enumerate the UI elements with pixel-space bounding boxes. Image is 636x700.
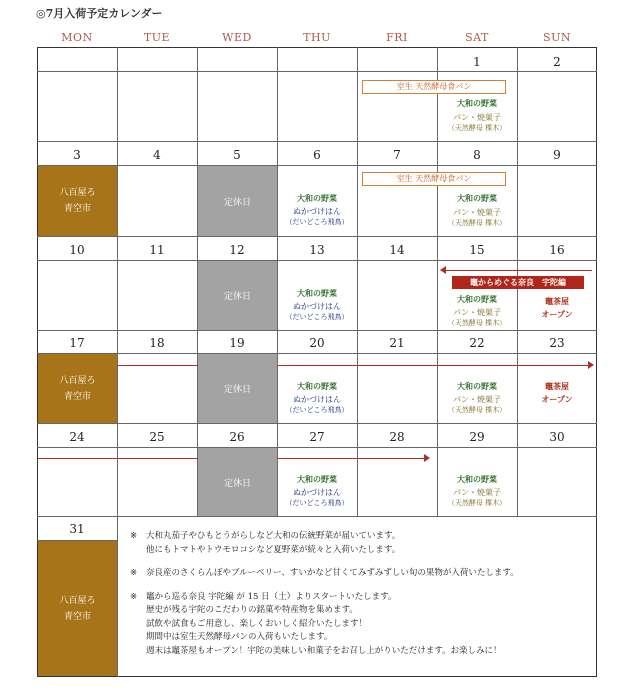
closed-day: 定休日 <box>198 354 277 423</box>
bread-event-label: 室生 天然酵母食パン <box>362 172 506 186</box>
veg-event: 大和の野菜 <box>457 294 497 304</box>
market-label: 青空市 <box>63 204 91 214</box>
note-item <box>130 567 590 581</box>
notes-section <box>130 530 590 668</box>
date-number: 23 <box>549 336 565 350</box>
bread-event-label: 室生 天然酵母食パン <box>362 80 506 94</box>
market-label: 青空市 <box>63 611 91 622</box>
teahouse-event: 竈茶屋 <box>545 381 569 391</box>
veg-event: 大和の野菜 <box>457 98 497 108</box>
veg-event: 大和の野菜 <box>457 381 497 391</box>
weekday-sat: SAT <box>465 31 489 44</box>
closed-day: 定休日 <box>198 261 277 330</box>
market-label: 青空市 <box>63 391 91 402</box>
kamado-event-label: 竈からめぐる奈良 宇陀編 <box>452 276 584 289</box>
weekday-mon: MON <box>61 31 93 44</box>
closed-day: 定休日 <box>198 166 277 236</box>
weekday-sun: SUN <box>543 31 571 44</box>
date-number: 18 <box>149 336 165 350</box>
kamado-arrow <box>118 365 198 366</box>
grid-line <box>37 165 597 166</box>
market-event <box>38 166 117 236</box>
pan-event-sub: （天然酵母 楪木） <box>447 124 507 132</box>
pan-event: パン・焼菓子 <box>453 308 501 317</box>
note-line: 週末は竈茶屋もオープン！宇陀の美味しい和菓子をお召し上がりいただけます。お楽しみに！ <box>146 645 502 656</box>
date-number: 22 <box>469 336 485 350</box>
date-number: 20 <box>309 336 325 350</box>
nuka-event-sub: （だいどころ飛鳥） <box>285 406 349 414</box>
nuka-event: ぬかづけはん <box>293 488 341 497</box>
grid-line <box>37 447 597 448</box>
date-number: 8 <box>473 148 481 162</box>
teahouse-event: オープン <box>541 309 573 319</box>
date-number: 24 <box>69 430 85 444</box>
note-mark: ※ <box>130 591 138 602</box>
note-line: 期間中は室生天然酵母パンの入荷もいたします。 <box>146 632 333 642</box>
grid-line <box>37 141 597 142</box>
note-line: 歴史が残る宇陀のこだわりの銘菓や特産物を集めます。 <box>146 605 358 615</box>
note-line: 竈から巡る奈良 宇陀編 が 15 日（土）よりスタートいたします。 <box>146 591 397 602</box>
date-number: 10 <box>69 243 85 257</box>
veg-event: 大和の野菜 <box>297 288 337 298</box>
veg-event: 大和の野菜 <box>297 474 337 484</box>
date-number: 25 <box>149 430 165 444</box>
market-label: 八百屋ろ <box>59 188 96 198</box>
date-number: 9 <box>553 148 561 162</box>
date-number: 13 <box>309 243 325 257</box>
note-line: 奈良産のさくらんぼやブルーベリー、すいかなど甘くてみずみずしい旬の果物が入荷いたします。 <box>146 568 519 578</box>
arrow-head <box>588 361 594 369</box>
note-item <box>130 530 590 557</box>
pan-event-sub: （天然酵母 楪木） <box>447 406 507 414</box>
veg-event: 大和の野菜 <box>457 474 497 484</box>
date-number: 29 <box>469 430 485 444</box>
closed-day: 定休日 <box>198 448 277 516</box>
kamado-arrow <box>278 458 424 459</box>
market-label: 八百屋ろ <box>59 375 96 386</box>
grid-line <box>37 516 597 517</box>
date-number: 15 <box>469 243 485 257</box>
date-number: 19 <box>229 336 245 350</box>
date-number: 3 <box>73 148 81 162</box>
weekday-wed: WED <box>222 31 252 44</box>
nuka-event-sub: （だいどころ飛鳥） <box>285 313 349 321</box>
grid-line <box>37 353 597 354</box>
date-number: 4 <box>153 148 161 162</box>
grid-line <box>37 330 597 331</box>
date-number: 5 <box>233 148 241 162</box>
date-number: 11 <box>149 243 165 257</box>
date-number: 2 <box>553 55 561 69</box>
grid-line <box>357 47 358 516</box>
grid-line <box>277 47 278 516</box>
pan-event: パン・焼菓子 <box>453 208 501 217</box>
pan-event: パン・焼菓子 <box>453 488 501 497</box>
date-number: 31 <box>69 522 85 536</box>
teahouse-event: オープン <box>541 394 573 404</box>
weekday-fri: FRI <box>386 31 408 44</box>
date-number: 14 <box>389 243 405 257</box>
note-item <box>130 591 590 659</box>
kamado-arrow <box>278 365 588 366</box>
grid-line <box>37 71 597 72</box>
date-number: 6 <box>313 148 321 162</box>
grid-line <box>117 47 118 516</box>
kamado-arrow <box>446 270 592 271</box>
date-number: 17 <box>69 336 85 350</box>
date-number: 16 <box>549 243 565 257</box>
note-line: 試飲や試食もご用意し、楽しくおいしく紹介いたします！ <box>146 618 368 629</box>
arrow-head <box>440 266 446 274</box>
teahouse-event: 竈茶屋 <box>545 296 569 306</box>
market-event <box>38 541 117 676</box>
date-number: 28 <box>389 430 405 444</box>
calendar-title: ◎7月入荷予定カレンダー <box>36 7 163 20</box>
pan-event: パン・焼菓子 <box>453 113 501 122</box>
nuka-event: ぬかづけはん <box>293 207 341 216</box>
grid-line <box>37 423 597 424</box>
veg-event: 大和の野菜 <box>297 193 337 203</box>
market-label: 八百屋ろ <box>59 595 96 606</box>
grid-line <box>37 260 597 261</box>
pan-event: パン・焼菓子 <box>453 395 501 404</box>
date-number: 12 <box>229 243 245 257</box>
note-mark: ※ <box>130 531 138 541</box>
date-number: 26 <box>229 430 245 444</box>
veg-event: 大和の野菜 <box>457 193 497 203</box>
nuka-event-sub: （だいどころ飛鳥） <box>285 499 349 507</box>
veg-event: 大和の野菜 <box>297 381 337 391</box>
nuka-event-sub: （だいどころ飛鳥） <box>285 218 349 226</box>
note-line: 大和丸茄子やひもとうがらしなど大和の伝統野菜が届いています。 <box>146 531 401 541</box>
date-number: 1 <box>473 55 481 69</box>
grid-line <box>117 516 118 677</box>
market-event <box>38 354 117 423</box>
pan-event-sub: （天然酵母 楪木） <box>447 319 507 327</box>
note-line: 他にもトマトやトウモロコシなど夏野菜が続々と入荷いたします。 <box>146 544 401 555</box>
grid-line <box>37 236 597 237</box>
kamado-arrow <box>38 458 198 459</box>
date-number: 30 <box>549 430 565 444</box>
pan-event-sub: （天然酵母 楪木） <box>447 219 507 227</box>
note-mark: ※ <box>130 568 138 578</box>
pan-event-sub: （天然酵母 楪木） <box>447 499 507 507</box>
weekday-tue: TUE <box>143 31 171 44</box>
arrow-head <box>424 454 430 462</box>
date-number: 21 <box>389 336 405 350</box>
nuka-event: ぬかづけはん <box>293 302 341 311</box>
weekday-thu: THU <box>303 31 331 44</box>
date-number: 7 <box>393 148 401 162</box>
nuka-event: ぬかづけはん <box>293 395 341 404</box>
date-number: 27 <box>309 430 325 444</box>
